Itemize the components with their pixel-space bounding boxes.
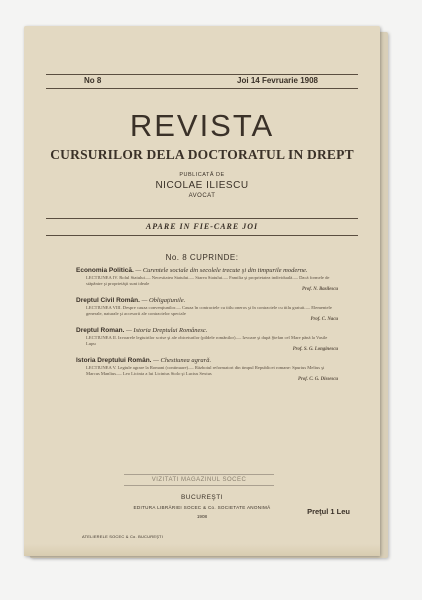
publication-year: 1908 xyxy=(196,514,208,519)
section-subject: Istoria Dreptului Român. xyxy=(76,357,152,364)
editor-name: NICOLAE ILIESCU xyxy=(155,180,249,191)
header-rule xyxy=(46,88,358,89)
lecture-description: LECTIUNEA II. Izvoarele legiuirilor scrise şi ale obiceiurilor (pildele românilor).— Izvoare şi după Ştefan cel Mare până la Vasile Lupu xyxy=(86,335,328,346)
advert-stamp: VIZITATI MAGAZINUL SOCEC xyxy=(124,474,274,486)
section-subject: Economia Politică. xyxy=(76,267,134,274)
section-subject: Dreptul Roman. xyxy=(76,327,125,334)
issue-date: Joi 14 Fevruarie 1908 xyxy=(237,76,318,85)
printer-line: ATELIERELE SOCEC & Co. BUCUREŞTI xyxy=(82,534,164,539)
editor-role: AVOCAT xyxy=(188,193,216,199)
professor-name: Prof. N. Basilescu xyxy=(302,287,338,292)
section-subject: Dreptul Civil Român. xyxy=(76,297,140,304)
publisher-line: EDITURA LIBRĂRIEI SOCEC & Co. SOCIETATE ANONIMĂ xyxy=(133,505,271,510)
professor-name: Prof. C. Nacu xyxy=(310,317,338,322)
lecture-description: LECTIUNEA VIII. Despre cauza convenţiunilor.— Cauza în contractele cu titlu oneros şi în contractele cu titlu gratuit.— Elementele generale, naturale şi accesorii ale contractelor speciale xyxy=(86,305,332,316)
price-label: Preţul 1 Leu xyxy=(307,507,350,516)
contents-section xyxy=(76,327,338,353)
published-by: PUBLICATĂ DE xyxy=(179,172,225,178)
contents-list xyxy=(76,267,338,387)
issue-number: No 8 xyxy=(84,76,102,85)
lecture-description: LECTIUNEA IV. Rolul Statului.— Necesitatea Statului.— Starea Statului.— Familia şi proprietatea individuală.— Dacă formele de stăpânire şi proprietăţii sunt ideale xyxy=(86,275,330,286)
issue-row xyxy=(46,72,358,86)
appears-banner xyxy=(46,218,358,236)
appears-text: APARE IN FIE-CARE JOI xyxy=(145,222,259,231)
journal-title: REVISTA xyxy=(129,108,275,143)
contents-section xyxy=(76,297,338,323)
professor-name: Prof. S. G. Longinescu xyxy=(292,347,338,352)
contents-section xyxy=(76,357,338,383)
journal-subtitle: CURSURILOR DELA DOCTORATUL IN DREPT xyxy=(50,147,354,162)
publication-city: BUCUREŞTI xyxy=(180,494,224,501)
contents-heading: No. 8 CUPRINDE: xyxy=(165,253,239,262)
professor-name: Prof. C. G. Dissescu xyxy=(298,377,338,382)
lecture-description: LECTIUNEA V. Legiule agrare la Romani (continuare).— Războiul reformatori din timpul Republicei romane: Spurius Melius şi Marcus Manlius.— Leo Licinia a lui Licinius Stolo şi Lucius Sextus xyxy=(86,365,325,376)
contents-section xyxy=(76,267,338,293)
section-topic: — Obligaţiunile. xyxy=(141,297,186,304)
section-topic: — Chestiunea agrară. xyxy=(153,357,212,364)
section-topic: — Curentele sociale din secolele trecute şi din timpurile moderne. xyxy=(135,267,308,274)
journal-cover xyxy=(24,26,380,556)
section-topic: — Istoria Dreptului Românesc. xyxy=(126,327,208,334)
